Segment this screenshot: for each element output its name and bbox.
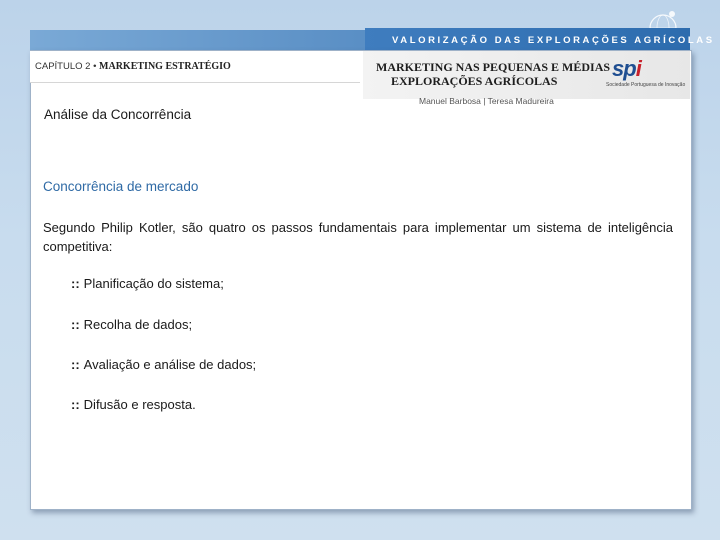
bullet-text: Avaliação e análise de dados; [83,357,257,372]
list-item [71,397,196,412]
logo-subtitle: Sociedade Portuguesa de Inovação [606,82,686,88]
brand-text: VALORIZAÇÃO DAS EXPLORAÇÕES AGRÍCOLAS [392,35,715,46]
chapter-title: MARKETING ESTRATÉGIO [99,61,231,72]
list-item [71,317,192,332]
page-title: Análise da Concorrência [44,107,192,122]
chapter-prefix: CAPÍTULO 2 • [35,61,97,72]
logo-text-accent: i [635,56,641,81]
spi-logo [612,56,641,82]
book-title-line2: EXPLORAÇÕES AGRÍCOLAS [391,74,558,88]
bullet-mark: :: [71,276,80,291]
list-item [71,357,256,372]
logo-text-main: sp [612,56,636,81]
bullet-text: Recolha de dados; [83,317,193,332]
section-subtitle: Concorrência de mercado [43,179,199,194]
chapter-label [35,61,231,72]
bullet-mark: :: [71,317,80,332]
bullet-mark: :: [71,357,80,372]
list-item [71,276,224,291]
intro-paragraph: Segundo Philip Kotler, são quatro os passos fundamentais para implementar um sistema de inteligência competitiva: [43,220,673,254]
book-title-line1: MARKETING NAS PEQUENAS E MÉDIAS [376,60,611,74]
bullet-mark: :: [71,397,80,412]
bullet-text: Difusão e resposta. [83,397,196,412]
authors: Manuel Barbosa | Teresa Madureira [419,96,554,106]
bullet-text: Planificação do sistema; [83,276,224,291]
